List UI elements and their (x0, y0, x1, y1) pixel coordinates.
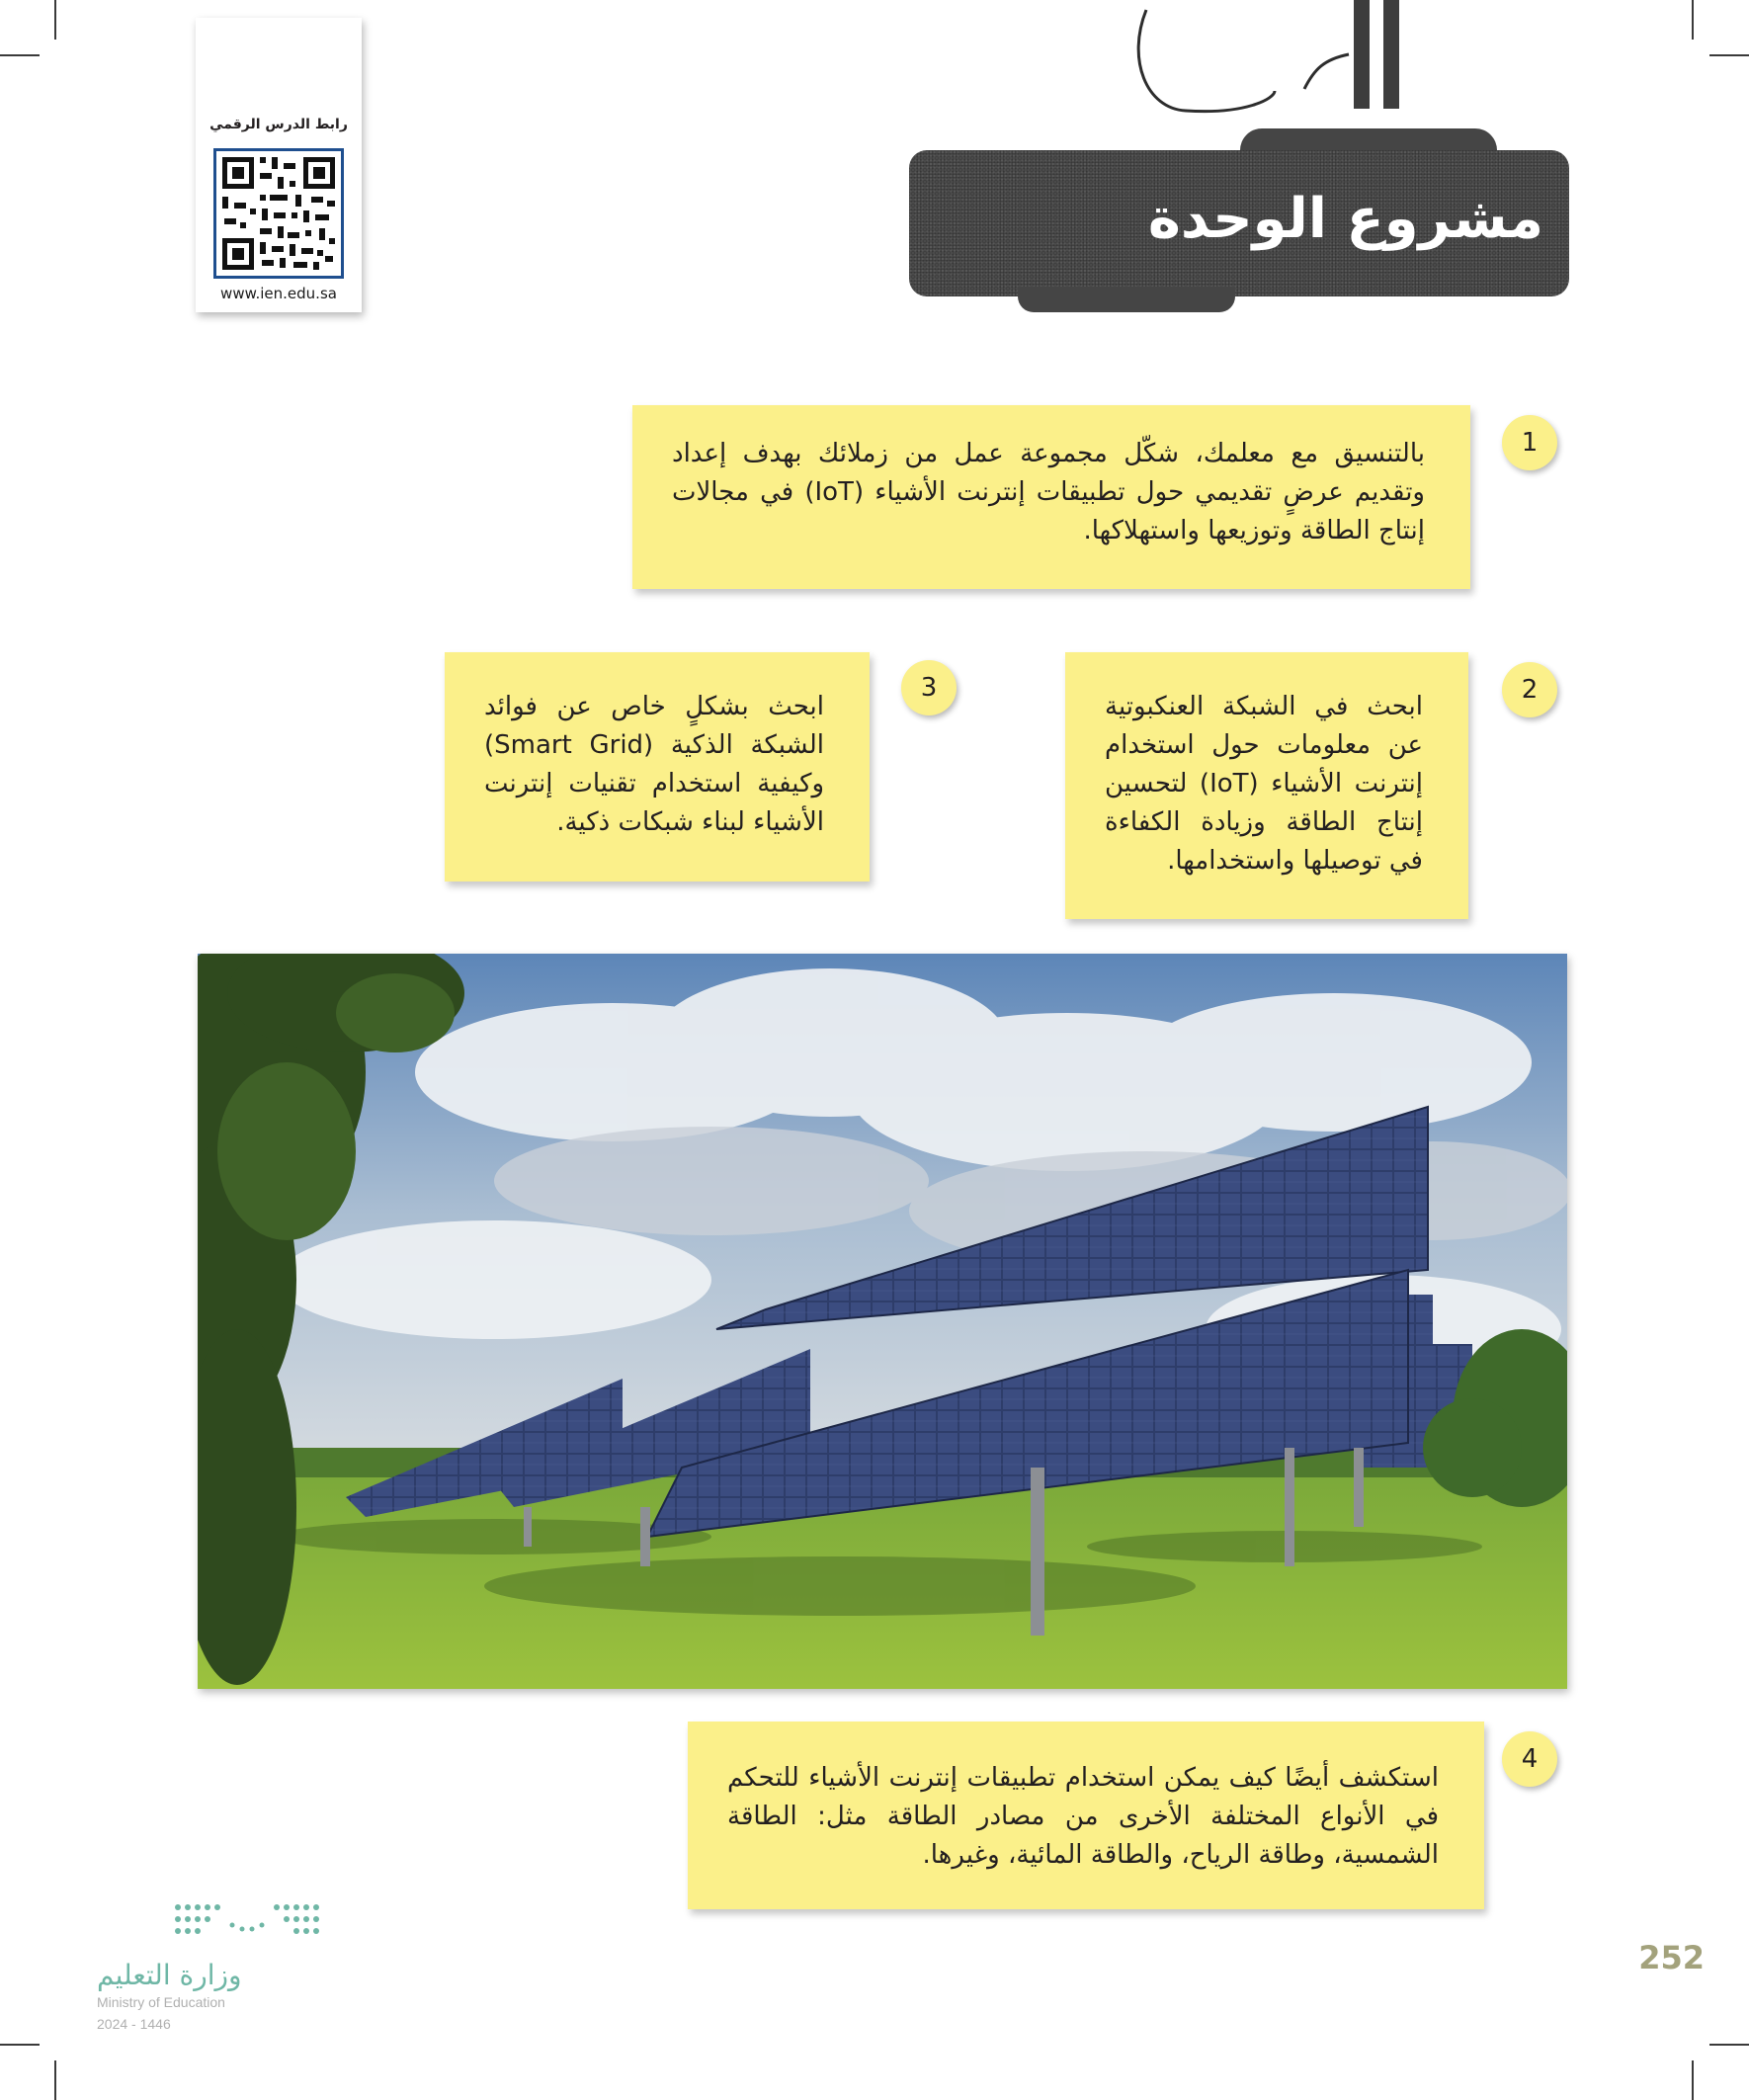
solar-panels-illustration (198, 954, 1567, 1689)
ministry-name-ar: وزارة التعليم (97, 1959, 242, 1991)
crop-mark (54, 0, 56, 40)
plug-prong-icon (1383, 0, 1399, 109)
crop-mark (1709, 2044, 1749, 2046)
crop-mark (1692, 2060, 1694, 2100)
task-text: ابحث بشكلٍ خاص عن فوائد الشبكة الذكية (Smart Grid) وكيفية استخدام تقنيات إنترنت الأشياء لبناء شبكات ذكية. (484, 692, 824, 837)
crop-mark (1709, 54, 1749, 56)
task-number-badge: 2 (1502, 662, 1557, 717)
plug-wire-icon (1126, 0, 1482, 148)
task-number-badge: 4 (1502, 1731, 1557, 1787)
task-number-badge: 1 (1502, 415, 1557, 470)
qr-title: رابط الدرس الرقمي (209, 117, 348, 132)
crop-mark (1692, 0, 1694, 40)
task-number-badge: 3 (901, 660, 957, 715)
qr-code-icon[interactable] (213, 148, 344, 279)
plug-prong-icon (1354, 0, 1370, 109)
edition-year: 2024 - 1446 (97, 2016, 171, 2032)
header-plaque-bottom (1018, 287, 1235, 312)
qr-url[interactable]: www.ien.edu.sa (220, 285, 337, 302)
qr-card[interactable] (196, 18, 362, 312)
task-text: ابحث في الشبكة العنكبوتية عن معلومات حول استخدام إنترنت الأشياء (IoT) لتحسين إنتاج الطاقة وزيادة الكفاءة في توصيلها واستخدامها. (1105, 692, 1423, 876)
page-number: 252 (1638, 1939, 1705, 1976)
crop-mark (0, 54, 40, 56)
crop-mark (0, 2044, 40, 2046)
task-note (632, 405, 1470, 589)
task-note (688, 1722, 1484, 1909)
task-note (1065, 652, 1468, 919)
ministry-name-en: Ministry of Education (97, 1994, 225, 2010)
ministry-logo-icon (168, 1897, 326, 1947)
task-note (445, 652, 870, 882)
crop-mark (54, 2060, 56, 2100)
solar-panels-photo (198, 954, 1567, 1689)
task-text: استكشف أيضًا كيف يمكن استخدام تطبيقات إنترنت الأشياء للتحكم في الأنواع المختلفة الأخرى من مصادر الطاقة مثل: الطاقة الشمسية، وطاقة الرياح، والطاقة المائية، وغيرها. (727, 1763, 1439, 1870)
page-title: مشروع الوحدة (1147, 187, 1543, 251)
task-text: بالتنسيق مع معلمك، شكّل مجموعة عمل من زملائك بهدف إعداد وتقديم عرضٍ تقديمي حول تطبيقات إنترنت الأشياء (IoT) في مجالات إنتاج الطاقة وتوزيعها واستهلاكها. (672, 439, 1425, 546)
